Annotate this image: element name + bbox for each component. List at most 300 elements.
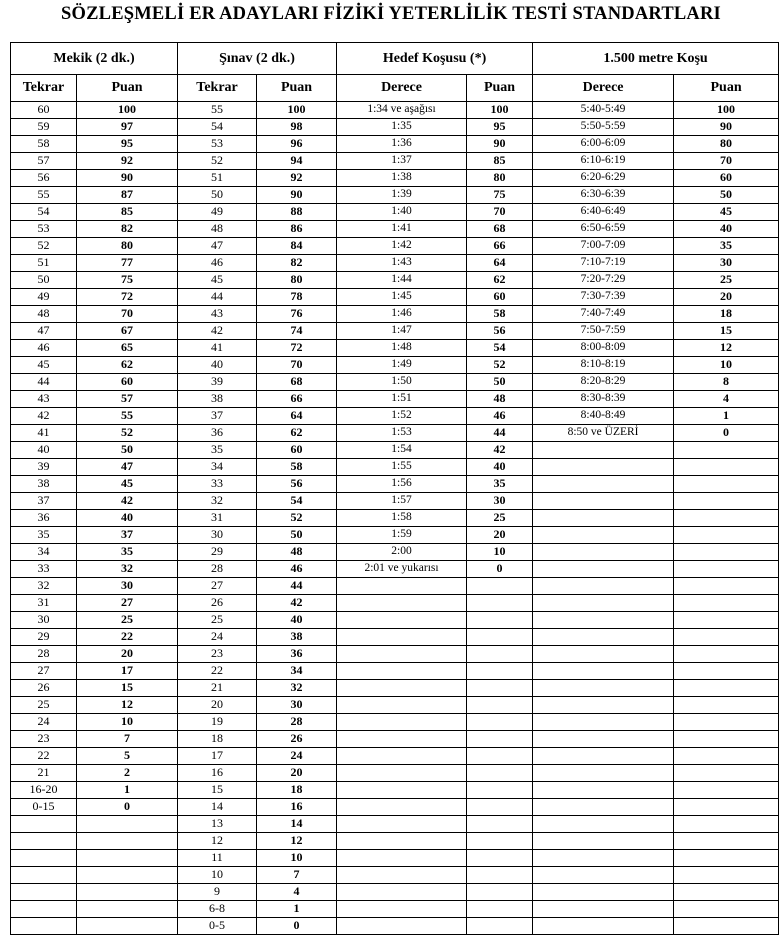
table-row	[11, 493, 779, 510]
hedef-puan-cell	[467, 901, 533, 918]
hedef-puan-cell: 64	[467, 255, 533, 272]
sinav-value-cell: 23	[178, 646, 257, 663]
kosu-value-cell	[533, 612, 674, 629]
hedef-puan-cell: 46	[467, 408, 533, 425]
hedef-puan-cell	[467, 714, 533, 731]
sinav-puan-cell: 0	[257, 918, 337, 935]
group-header-mekik: Mekik (2 dk.)	[11, 43, 178, 75]
kosu-puan-cell	[674, 833, 779, 850]
table-row	[11, 221, 779, 238]
hedef-puan-cell: 100	[467, 102, 533, 119]
sinav-value-cell: 14	[178, 799, 257, 816]
hedef-value-cell	[337, 646, 467, 663]
hedef-puan-cell: 48	[467, 391, 533, 408]
mekik-puan-cell: 90	[77, 170, 178, 187]
table-row	[11, 680, 779, 697]
col-header-sinav-tekrar: Tekrar	[178, 75, 257, 102]
sinav-value-cell: 37	[178, 408, 257, 425]
kosu-value-cell: 6:30-6:39	[533, 187, 674, 204]
hedef-value-cell	[337, 629, 467, 646]
mekik-puan-cell	[77, 918, 178, 935]
mekik-puan-cell: 52	[77, 425, 178, 442]
mekik-puan-cell: 85	[77, 204, 178, 221]
sinav-value-cell: 19	[178, 714, 257, 731]
sinav-value-cell: 18	[178, 731, 257, 748]
mekik-value-cell: 23	[11, 731, 77, 748]
hedef-puan-cell: 95	[467, 119, 533, 136]
hedef-puan-cell: 66	[467, 238, 533, 255]
hedef-puan-cell: 50	[467, 374, 533, 391]
sinav-value-cell: 55	[178, 102, 257, 119]
mekik-value-cell: 55	[11, 187, 77, 204]
mekik-value-cell: 60	[11, 102, 77, 119]
mekik-value-cell: 34	[11, 544, 77, 561]
kosu-puan-cell	[674, 612, 779, 629]
kosu-puan-cell	[674, 510, 779, 527]
sinav-puan-cell: 24	[257, 748, 337, 765]
hedef-value-cell	[337, 918, 467, 935]
sinav-puan-cell: 78	[257, 289, 337, 306]
mekik-puan-cell: 50	[77, 442, 178, 459]
kosu-puan-cell	[674, 680, 779, 697]
kosu-puan-cell	[674, 442, 779, 459]
sinav-puan-cell: 80	[257, 272, 337, 289]
mekik-value-cell: 24	[11, 714, 77, 731]
sinav-puan-cell: 38	[257, 629, 337, 646]
hedef-puan-cell: 68	[467, 221, 533, 238]
col-header-mekik-puan: Puan	[77, 75, 178, 102]
kosu-puan-cell	[674, 918, 779, 935]
mekik-value-cell: 29	[11, 629, 77, 646]
hedef-value-cell: 1:46	[337, 306, 467, 323]
hedef-value-cell: 1:38	[337, 170, 467, 187]
mekik-value-cell: 31	[11, 595, 77, 612]
mekik-value-cell: 27	[11, 663, 77, 680]
table-row	[11, 272, 779, 289]
hedef-value-cell	[337, 731, 467, 748]
hedef-puan-cell	[467, 697, 533, 714]
table-row	[11, 153, 779, 170]
sinav-value-cell: 51	[178, 170, 257, 187]
table-row	[11, 714, 779, 731]
kosu-puan-cell	[674, 578, 779, 595]
table-row	[11, 459, 779, 476]
table-row	[11, 544, 779, 561]
sinav-puan-cell: 30	[257, 697, 337, 714]
mekik-puan-cell: 0	[77, 799, 178, 816]
hedef-value-cell: 1:43	[337, 255, 467, 272]
hedef-value-cell: 1:51	[337, 391, 467, 408]
sinav-puan-cell: 48	[257, 544, 337, 561]
hedef-puan-cell: 70	[467, 204, 533, 221]
mekik-value-cell: 53	[11, 221, 77, 238]
mekik-value-cell: 51	[11, 255, 77, 272]
hedef-puan-cell	[467, 833, 533, 850]
mekik-puan-cell	[77, 901, 178, 918]
hedef-puan-cell	[467, 748, 533, 765]
sinav-value-cell: 17	[178, 748, 257, 765]
hedef-value-cell: 1:50	[337, 374, 467, 391]
kosu-value-cell	[533, 714, 674, 731]
hedef-puan-cell: 0	[467, 561, 533, 578]
kosu-puan-cell	[674, 799, 779, 816]
kosu-puan-cell	[674, 459, 779, 476]
sinav-puan-cell: 100	[257, 102, 337, 119]
mekik-value-cell: 25	[11, 697, 77, 714]
sinav-puan-cell: 44	[257, 578, 337, 595]
mekik-value-cell: 22	[11, 748, 77, 765]
mekik-puan-cell: 55	[77, 408, 178, 425]
hedef-value-cell: 1:36	[337, 136, 467, 153]
hedef-value-cell	[337, 884, 467, 901]
mekik-value-cell	[11, 850, 77, 867]
kosu-value-cell	[533, 782, 674, 799]
hedef-value-cell: 2:00	[337, 544, 467, 561]
hedef-value-cell: 1:58	[337, 510, 467, 527]
table-row	[11, 612, 779, 629]
kosu-puan-cell	[674, 765, 779, 782]
hedef-value-cell: 1:57	[337, 493, 467, 510]
kosu-value-cell	[533, 493, 674, 510]
mekik-value-cell: 16-20	[11, 782, 77, 799]
sinav-puan-cell: 52	[257, 510, 337, 527]
kosu-value-cell	[533, 901, 674, 918]
kosu-value-cell	[533, 578, 674, 595]
hedef-value-cell: 1:45	[337, 289, 467, 306]
hedef-puan-cell: 44	[467, 425, 533, 442]
sinav-puan-cell: 72	[257, 340, 337, 357]
hedef-puan-cell	[467, 918, 533, 935]
group-header-hedef-kosusu: Hedef Koşusu (*)	[337, 43, 533, 75]
table-row	[11, 918, 779, 935]
mekik-puan-cell	[77, 884, 178, 901]
mekik-puan-cell: 87	[77, 187, 178, 204]
mekik-value-cell: 54	[11, 204, 77, 221]
sinav-value-cell: 52	[178, 153, 257, 170]
kosu-puan-cell: 4	[674, 391, 779, 408]
sinav-value-cell: 35	[178, 442, 257, 459]
mekik-puan-cell: 1	[77, 782, 178, 799]
mekik-value-cell	[11, 833, 77, 850]
standards-table	[10, 42, 779, 935]
hedef-puan-cell: 20	[467, 527, 533, 544]
hedef-value-cell: 1:54	[337, 442, 467, 459]
hedef-value-cell	[337, 578, 467, 595]
mekik-value-cell: 26	[11, 680, 77, 697]
kosu-value-cell: 7:40-7:49	[533, 306, 674, 323]
sinav-value-cell: 24	[178, 629, 257, 646]
mekik-value-cell: 48	[11, 306, 77, 323]
sinav-puan-cell: 64	[257, 408, 337, 425]
kosu-value-cell	[533, 731, 674, 748]
kosu-puan-cell: 80	[674, 136, 779, 153]
sinav-value-cell: 39	[178, 374, 257, 391]
mekik-value-cell: 42	[11, 408, 77, 425]
sinav-puan-cell: 96	[257, 136, 337, 153]
kosu-puan-cell	[674, 629, 779, 646]
sinav-value-cell: 54	[178, 119, 257, 136]
sinav-value-cell: 15	[178, 782, 257, 799]
table-row	[11, 510, 779, 527]
hedef-value-cell	[337, 850, 467, 867]
mekik-puan-cell: 35	[77, 544, 178, 561]
kosu-puan-cell	[674, 816, 779, 833]
sinav-puan-cell: 42	[257, 595, 337, 612]
kosu-puan-cell	[674, 850, 779, 867]
hedef-puan-cell: 85	[467, 153, 533, 170]
col-header-hedef-derece: Derece	[337, 75, 467, 102]
hedef-puan-cell: 52	[467, 357, 533, 374]
kosu-value-cell: 7:20-7:29	[533, 272, 674, 289]
kosu-value-cell	[533, 561, 674, 578]
table-row	[11, 136, 779, 153]
group-header-1500m-kosu: 1.500 metre Koşu	[533, 43, 779, 75]
mekik-puan-cell	[77, 867, 178, 884]
kosu-puan-cell: 90	[674, 119, 779, 136]
hedef-value-cell: 1:37	[337, 153, 467, 170]
sinav-puan-cell: 14	[257, 816, 337, 833]
kosu-value-cell: 6:20-6:29	[533, 170, 674, 187]
kosu-puan-cell	[674, 748, 779, 765]
table-row	[11, 119, 779, 136]
kosu-puan-cell: 0	[674, 425, 779, 442]
kosu-puan-cell: 70	[674, 153, 779, 170]
mekik-puan-cell: 75	[77, 272, 178, 289]
kosu-puan-cell: 1	[674, 408, 779, 425]
hedef-puan-cell: 58	[467, 306, 533, 323]
mekik-value-cell: 21	[11, 765, 77, 782]
mekik-puan-cell: 97	[77, 119, 178, 136]
sinav-puan-cell: 1	[257, 901, 337, 918]
sinav-puan-cell: 40	[257, 612, 337, 629]
col-header-kosu-puan: Puan	[674, 75, 779, 102]
hedef-puan-cell: 90	[467, 136, 533, 153]
hedef-puan-cell: 75	[467, 187, 533, 204]
sinav-puan-cell: 94	[257, 153, 337, 170]
table-row	[11, 340, 779, 357]
table-row	[11, 578, 779, 595]
sinav-value-cell: 16	[178, 765, 257, 782]
mekik-puan-cell: 17	[77, 663, 178, 680]
hedef-value-cell	[337, 816, 467, 833]
table-row	[11, 595, 779, 612]
sinav-puan-cell: 90	[257, 187, 337, 204]
sinav-value-cell: 25	[178, 612, 257, 629]
mekik-value-cell: 43	[11, 391, 77, 408]
mekik-puan-cell: 37	[77, 527, 178, 544]
sinav-puan-cell: 74	[257, 323, 337, 340]
sinav-puan-cell: 46	[257, 561, 337, 578]
hedef-puan-cell: 10	[467, 544, 533, 561]
mekik-puan-cell: 10	[77, 714, 178, 731]
table-row	[11, 833, 779, 850]
kosu-puan-cell	[674, 884, 779, 901]
table-row	[11, 102, 779, 119]
kosu-value-cell	[533, 697, 674, 714]
sinav-puan-cell: 50	[257, 527, 337, 544]
hedef-puan-cell	[467, 816, 533, 833]
table-row	[11, 884, 779, 901]
sinav-puan-cell: 26	[257, 731, 337, 748]
mekik-value-cell	[11, 901, 77, 918]
mekik-puan-cell: 27	[77, 595, 178, 612]
table-row	[11, 289, 779, 306]
hedef-puan-cell	[467, 799, 533, 816]
hedef-value-cell	[337, 901, 467, 918]
table-row	[11, 527, 779, 544]
kosu-value-cell: 7:00-7:09	[533, 238, 674, 255]
table-row	[11, 238, 779, 255]
sinav-puan-cell: 4	[257, 884, 337, 901]
mekik-puan-cell: 7	[77, 731, 178, 748]
hedef-puan-cell	[467, 680, 533, 697]
sinav-value-cell: 49	[178, 204, 257, 221]
kosu-value-cell	[533, 816, 674, 833]
kosu-value-cell: 5:50-5:59	[533, 119, 674, 136]
sinav-puan-cell: 70	[257, 357, 337, 374]
mekik-value-cell	[11, 867, 77, 884]
sinav-puan-cell: 10	[257, 850, 337, 867]
hedef-value-cell: 1:56	[337, 476, 467, 493]
sinav-value-cell: 6-8	[178, 901, 257, 918]
kosu-puan-cell	[674, 476, 779, 493]
mekik-puan-cell: 2	[77, 765, 178, 782]
hedef-puan-cell	[467, 731, 533, 748]
mekik-value-cell: 46	[11, 340, 77, 357]
table-row	[11, 357, 779, 374]
mekik-value-cell: 57	[11, 153, 77, 170]
sinav-value-cell: 38	[178, 391, 257, 408]
hedef-puan-cell	[467, 850, 533, 867]
hedef-value-cell	[337, 595, 467, 612]
hedef-value-cell: 1:40	[337, 204, 467, 221]
mekik-value-cell: 41	[11, 425, 77, 442]
hedef-value-cell: 1:48	[337, 340, 467, 357]
col-header-kosu-derece: Derece	[533, 75, 674, 102]
kosu-value-cell	[533, 884, 674, 901]
kosu-value-cell	[533, 748, 674, 765]
kosu-value-cell: 5:40-5:49	[533, 102, 674, 119]
hedef-puan-cell	[467, 646, 533, 663]
kosu-puan-cell	[674, 782, 779, 799]
sinav-puan-cell: 62	[257, 425, 337, 442]
mekik-puan-cell: 25	[77, 612, 178, 629]
hedef-puan-cell: 30	[467, 493, 533, 510]
hedef-puan-cell	[467, 765, 533, 782]
mekik-puan-cell: 42	[77, 493, 178, 510]
sinav-value-cell: 9	[178, 884, 257, 901]
sinav-value-cell: 12	[178, 833, 257, 850]
mekik-value-cell: 38	[11, 476, 77, 493]
kosu-value-cell	[533, 918, 674, 935]
sinav-puan-cell: 20	[257, 765, 337, 782]
kosu-puan-cell	[674, 595, 779, 612]
table-row	[11, 629, 779, 646]
sinav-puan-cell: 56	[257, 476, 337, 493]
hedef-value-cell: 1:41	[337, 221, 467, 238]
sinav-value-cell: 32	[178, 493, 257, 510]
table-body	[11, 102, 779, 935]
mekik-value-cell: 50	[11, 272, 77, 289]
kosu-value-cell	[533, 595, 674, 612]
hedef-puan-cell	[467, 663, 533, 680]
hedef-value-cell	[337, 663, 467, 680]
hedef-value-cell	[337, 782, 467, 799]
table-row	[11, 799, 779, 816]
kosu-puan-cell: 35	[674, 238, 779, 255]
kosu-value-cell	[533, 850, 674, 867]
hedef-value-cell: 1:34 ve aşağısı	[337, 102, 467, 119]
sinav-value-cell: 13	[178, 816, 257, 833]
col-header-sinav-puan: Puan	[257, 75, 337, 102]
mekik-puan-cell: 60	[77, 374, 178, 391]
kosu-value-cell	[533, 629, 674, 646]
table-row	[11, 255, 779, 272]
hedef-value-cell	[337, 748, 467, 765]
mekik-value-cell: 40	[11, 442, 77, 459]
mekik-value-cell: 0-15	[11, 799, 77, 816]
mekik-puan-cell: 32	[77, 561, 178, 578]
kosu-puan-cell	[674, 527, 779, 544]
kosu-value-cell: 7:10-7:19	[533, 255, 674, 272]
mekik-puan-cell: 22	[77, 629, 178, 646]
hedef-value-cell: 1:53	[337, 425, 467, 442]
kosu-puan-cell	[674, 867, 779, 884]
sinav-value-cell: 42	[178, 323, 257, 340]
sinav-puan-cell: 32	[257, 680, 337, 697]
sinav-puan-cell: 12	[257, 833, 337, 850]
table-row	[11, 323, 779, 340]
mekik-puan-cell: 72	[77, 289, 178, 306]
sinav-value-cell: 21	[178, 680, 257, 697]
table-row	[11, 850, 779, 867]
sinav-puan-cell: 98	[257, 119, 337, 136]
sinav-value-cell: 0-5	[178, 918, 257, 935]
sinav-value-cell: 50	[178, 187, 257, 204]
mekik-value-cell: 33	[11, 561, 77, 578]
kosu-value-cell: 8:50 ve ÜZERİ	[533, 425, 674, 442]
hedef-puan-cell: 56	[467, 323, 533, 340]
hedef-value-cell	[337, 799, 467, 816]
table-row	[11, 867, 779, 884]
sinav-value-cell: 40	[178, 357, 257, 374]
sinav-value-cell: 47	[178, 238, 257, 255]
kosu-puan-cell: 60	[674, 170, 779, 187]
table-row	[11, 170, 779, 187]
sinav-value-cell: 31	[178, 510, 257, 527]
hedef-value-cell: 1:47	[337, 323, 467, 340]
kosu-value-cell: 8:20-8:29	[533, 374, 674, 391]
mekik-value-cell	[11, 884, 77, 901]
sinav-value-cell: 22	[178, 663, 257, 680]
col-header-mekik-tekrar: Tekrar	[11, 75, 77, 102]
kosu-value-cell	[533, 680, 674, 697]
kosu-value-cell	[533, 663, 674, 680]
kosu-value-cell	[533, 799, 674, 816]
sinav-puan-cell: 58	[257, 459, 337, 476]
sinav-value-cell: 26	[178, 595, 257, 612]
mekik-value-cell: 39	[11, 459, 77, 476]
sinav-value-cell: 48	[178, 221, 257, 238]
mekik-value-cell: 58	[11, 136, 77, 153]
sinav-value-cell: 29	[178, 544, 257, 561]
sinav-value-cell: 34	[178, 459, 257, 476]
mekik-puan-cell	[77, 850, 178, 867]
table-row	[11, 306, 779, 323]
sinav-value-cell: 33	[178, 476, 257, 493]
sinav-puan-cell: 16	[257, 799, 337, 816]
kosu-puan-cell: 40	[674, 221, 779, 238]
